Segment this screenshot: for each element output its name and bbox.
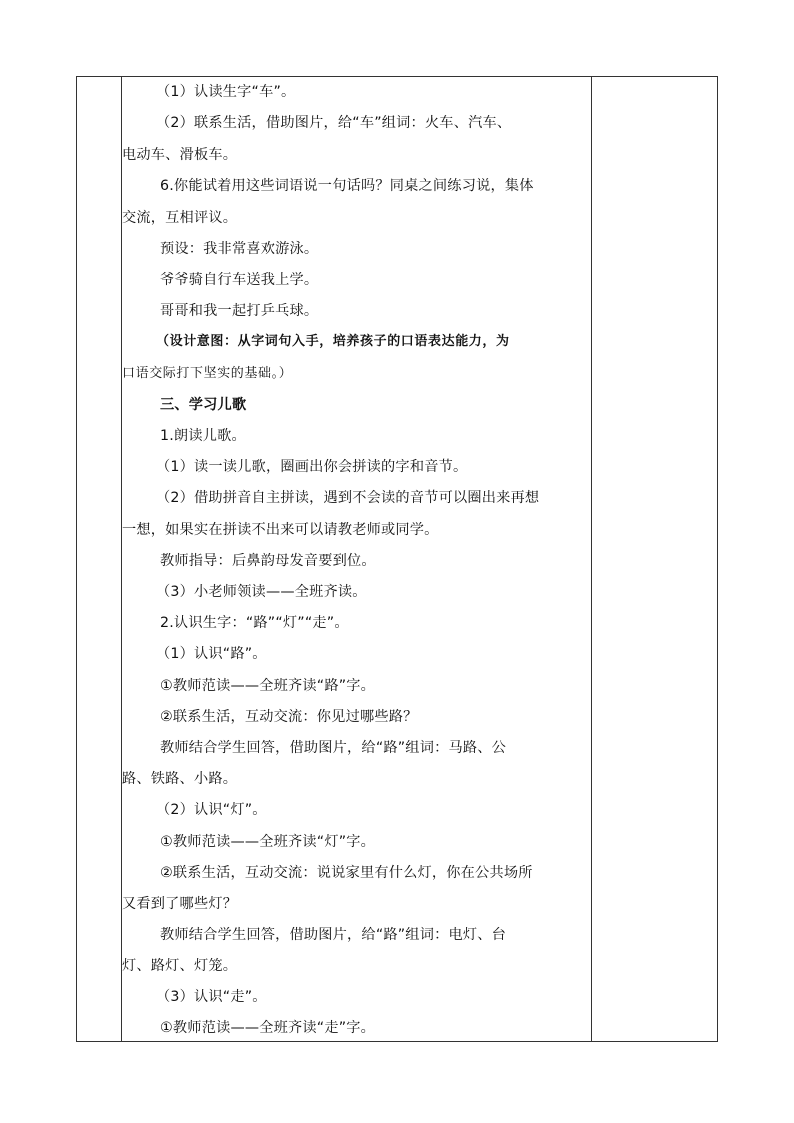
text-line: 灯、路灯、灯笼。	[122, 958, 238, 974]
text-line: 教师结合学生回答，借助图片，给“路”组词：电灯、台	[160, 927, 507, 943]
text-line: 2.认识生字：“路”“灯”“走”。	[160, 615, 349, 631]
text-line: 路、铁路、小路。	[122, 771, 238, 787]
text-line: （1）读一读儿歌，圈画出你会拼读的字和音节。	[156, 459, 468, 475]
section-heading: 三、学习儿歌	[160, 397, 247, 413]
text-line: 教师结合学生回答，借助图片，给“路”组词：马路、公	[160, 740, 507, 756]
text-line: ①教师范读——全班齐读“走”字。	[160, 1020, 376, 1036]
text-line: （1）认识“路”。	[156, 646, 267, 662]
text-line: ①教师范读——全班齐读“路”字。	[160, 678, 376, 694]
text-line: 电动车、滑板车。	[122, 147, 238, 163]
design-intent-note: 口语交际打下坚实的基础。）	[122, 366, 293, 381]
design-intent-note: （设计意图：从字词句入手，培养孩子的口语表达能力，为	[156, 334, 510, 349]
text-line: （3）小老师领读——全班齐读。	[156, 584, 367, 600]
text-line: 爷爷骑自行车送我上学。	[160, 272, 319, 288]
text-line: 一想，如果实在拼读不出来可以请教老师或同学。	[122, 522, 439, 538]
text-line: 又看到了哪些灯？	[122, 896, 238, 912]
text-line: 哥哥和我一起打乒乓球。	[160, 303, 319, 319]
text-line: （2）借助拼音自主拼读，遇到不会读的音节可以圈出来再想	[156, 490, 540, 506]
text-line: 1.朗读儿歌。	[160, 428, 246, 444]
text-line: ②联系生活，互动交流：你见过哪些路？	[160, 709, 418, 725]
text-line: 交流，互相评议。	[122, 210, 238, 226]
text-line: 预设：我非常喜欢游泳。	[160, 241, 319, 257]
text-line: 教师指导：后鼻韵母发音要到位。	[160, 553, 376, 569]
text-line: 6.你能试着用这些词语说一句话吗？同桌之间练习说，集体	[160, 178, 534, 194]
text-line: （2）认识“灯”。	[156, 802, 267, 818]
text-line: ②联系生活，互动交流：说说家里有什么灯，你在公共场所	[160, 865, 533, 881]
text-line: （3）认识“走”。	[156, 989, 267, 1005]
text-line: （2）联系生活，借助图片，给“车”组词：火车、汽车、	[156, 115, 512, 131]
text-line: （1）认读生字“车”。	[156, 84, 296, 100]
text-line: ①教师范读——全班齐读“灯”字。	[160, 834, 376, 850]
